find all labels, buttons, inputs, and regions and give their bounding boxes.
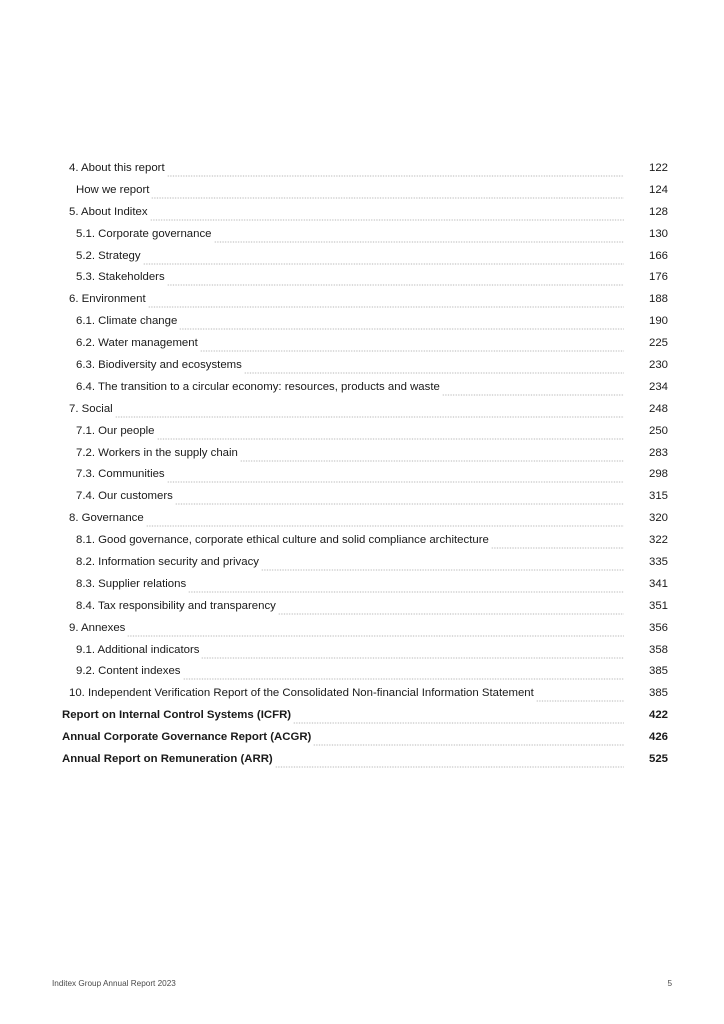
toc-entry[interactable] <box>0 705 724 727</box>
toc-entry-leader-group <box>76 661 624 683</box>
toc-entry[interactable] <box>0 596 724 618</box>
toc-entry-leader-group <box>76 224 624 246</box>
toc-entry-title[interactable]: 7.2. Workers in the supply chain <box>76 443 240 465</box>
toc-leader-dots <box>275 754 624 768</box>
toc-entry[interactable] <box>0 246 724 268</box>
toc-entry[interactable] <box>0 661 724 683</box>
toc-entry[interactable] <box>0 355 724 377</box>
toc-leader-dots <box>150 207 624 221</box>
toc-entry-title[interactable]: 7.3. Communities <box>76 464 167 486</box>
toc-entry[interactable] <box>0 727 724 749</box>
toc-entry-leader-group <box>76 355 624 377</box>
toc-leader-dots <box>115 404 624 418</box>
toc-entry-title[interactable]: Annual Report on Remuneration (ARR) <box>62 749 275 771</box>
toc-leader-dots <box>442 382 624 396</box>
toc-entry[interactable] <box>0 289 724 311</box>
toc-entry[interactable] <box>0 180 724 202</box>
toc-entry[interactable] <box>0 224 724 246</box>
toc-entry-page-number[interactable]: 188 <box>648 293 668 306</box>
toc-entry[interactable] <box>0 464 724 486</box>
toc-entry-page-number[interactable]: 320 <box>648 512 668 525</box>
toc-entry[interactable] <box>0 443 724 465</box>
toc-entry-leader-group <box>69 202 624 224</box>
toc-leader-dots <box>214 229 624 243</box>
toc-entry-title[interactable]: 4. About this report <box>69 158 167 180</box>
toc-entry-title[interactable]: How we report <box>76 180 151 202</box>
toc-entry-page-number[interactable]: 525 <box>648 753 668 766</box>
toc-entry[interactable] <box>0 530 724 552</box>
toc-leader-dots <box>157 426 624 440</box>
toc-entry[interactable] <box>0 552 724 574</box>
toc-entry-leader-group <box>62 749 624 771</box>
toc-entry[interactable] <box>0 421 724 443</box>
toc-entry-title[interactable]: 8.1. Good governance, corporate ethical culture and solid compliance architecture <box>76 530 491 552</box>
toc-entry-title[interactable]: 7.4. Our customers <box>76 486 175 508</box>
toc-entry-title[interactable]: 8.2. Information security and privacy <box>76 552 261 574</box>
toc-leader-dots <box>278 601 624 615</box>
toc-entry[interactable] <box>0 158 724 180</box>
toc-entry-page-number[interactable]: 351 <box>648 599 668 612</box>
toc-entry-title[interactable]: 8. Governance <box>69 508 146 530</box>
toc-entry[interactable] <box>0 749 724 771</box>
toc-entry-page-number[interactable]: 248 <box>648 402 668 415</box>
toc-entry-title[interactable]: 6.1. Climate change <box>76 311 179 333</box>
toc-entry-title[interactable]: 9.1. Additional indicators <box>76 640 201 662</box>
toc-leader-dots <box>536 688 624 702</box>
toc-leader-dots <box>261 557 624 571</box>
toc-entry-page-number[interactable]: 322 <box>648 534 668 547</box>
toc-entry[interactable] <box>0 202 724 224</box>
toc-entry-page-number[interactable]: 385 <box>648 687 668 700</box>
toc-entry-page-number[interactable]: 130 <box>648 227 668 240</box>
toc-leader-dots <box>201 645 624 659</box>
toc-entry-leader-group <box>69 399 624 421</box>
toc-entry[interactable] <box>0 574 724 596</box>
toc-entry-page-number[interactable]: 298 <box>648 468 668 481</box>
toc-entry-page-number[interactable]: 128 <box>648 205 668 218</box>
footer-page-number: 5 <box>667 979 672 988</box>
toc-entry-page-number[interactable]: 315 <box>648 490 668 503</box>
toc-entry-leader-group <box>76 552 624 574</box>
footer-document-title: Inditex Group Annual Report 2023 <box>52 979 176 988</box>
toc-entry-leader-group <box>76 443 624 465</box>
toc-entry-page-number[interactable]: 166 <box>648 249 668 262</box>
toc-entry-leader-group <box>69 508 624 530</box>
toc-entry-page-number[interactable]: 190 <box>648 315 668 328</box>
toc-leader-dots <box>179 316 624 330</box>
toc-entry-page-number[interactable]: 335 <box>648 556 668 569</box>
toc-entry-leader-group <box>76 180 624 202</box>
toc-entry-page-number[interactable]: 426 <box>648 731 668 744</box>
toc-entry-title[interactable]: 6.3. Biodiversity and ecosystems <box>76 355 244 377</box>
toc-entry-page-number[interactable]: 356 <box>648 621 668 634</box>
toc-leader-dots <box>167 272 624 286</box>
toc-leader-dots <box>491 535 624 549</box>
toc-entry[interactable] <box>0 618 724 640</box>
toc-leader-dots <box>167 163 624 177</box>
toc-entry-leader-group <box>69 158 624 180</box>
toc-entry-title[interactable]: Annual Corporate Governance Report (ACGR) <box>62 727 313 749</box>
toc-entry-leader-group <box>76 421 624 443</box>
toc-entry-title[interactable]: 5.1. Corporate governance <box>76 224 214 246</box>
toc-entry-title[interactable]: 5. About Inditex <box>69 202 150 224</box>
toc-entry[interactable] <box>0 486 724 508</box>
toc-entry-title[interactable]: 8.3. Supplier relations <box>76 574 188 596</box>
toc-entry-leader-group <box>69 289 624 311</box>
toc-entry-page-number[interactable]: 358 <box>648 643 668 656</box>
toc-entry-title[interactable]: 9.2. Content indexes <box>76 661 183 683</box>
toc-leader-dots <box>127 623 624 637</box>
toc-leader-dots <box>188 579 624 593</box>
toc-leader-dots <box>313 732 624 746</box>
toc-leader-dots <box>183 666 625 680</box>
toc-entry-leader-group <box>76 486 624 508</box>
toc-entry-leader-group <box>76 377 624 399</box>
toc-entry-leader-group <box>76 311 624 333</box>
toc-entry-page-number[interactable]: 250 <box>648 424 668 437</box>
toc-leader-dots <box>146 513 624 527</box>
toc-leader-dots <box>175 491 624 505</box>
toc-entry-title[interactable]: Report on Internal Control Systems (ICFR) <box>62 705 293 727</box>
toc-entry-leader-group <box>62 727 624 749</box>
toc-leader-dots <box>293 710 624 724</box>
page-footer <box>0 979 724 993</box>
toc-entry-page-number[interactable]: 283 <box>648 446 668 459</box>
toc-entry-page-number[interactable]: 225 <box>648 337 668 350</box>
toc-entry-title[interactable]: 10. Independent Verification Report of the Consolidated Non-financial Information Statement <box>69 683 536 705</box>
toc-entry[interactable] <box>0 399 724 421</box>
toc-entry-leader-group <box>69 683 624 705</box>
toc-leader-dots <box>200 338 624 352</box>
toc-entry-leader-group <box>76 596 624 618</box>
toc-entry-leader-group <box>76 246 624 268</box>
toc-entry-title[interactable]: 7. Social <box>69 399 115 421</box>
toc-entry-page-number[interactable]: 385 <box>648 665 668 678</box>
toc-entry[interactable] <box>0 267 724 289</box>
toc-entry[interactable] <box>0 508 724 530</box>
toc-leader-dots <box>143 251 624 265</box>
toc-entry-leader-group <box>76 464 624 486</box>
toc-entry-title[interactable]: 9. Annexes <box>69 618 127 640</box>
toc-entry-title[interactable]: 7.1. Our people <box>76 421 157 443</box>
toc-entry[interactable] <box>0 683 724 705</box>
toc-entry[interactable] <box>0 377 724 399</box>
toc-entry-leader-group <box>62 705 624 727</box>
toc-entry-page-number[interactable]: 234 <box>648 380 668 393</box>
toc-entry-leader-group <box>76 530 624 552</box>
toc-entry-page-number[interactable]: 230 <box>648 359 668 372</box>
toc-entry[interactable] <box>0 333 724 355</box>
table-of-contents <box>0 158 724 771</box>
toc-entry-title[interactable]: 6. Environment <box>69 289 148 311</box>
toc-entry-page-number[interactable]: 176 <box>648 271 668 284</box>
toc-entry[interactable] <box>0 311 724 333</box>
toc-entry-title[interactable]: 8.4. Tax responsibility and transparency <box>76 596 278 618</box>
toc-entry-page-number[interactable]: 122 <box>648 162 668 174</box>
toc-entry-title[interactable]: 5.2. Strategy <box>76 246 143 268</box>
toc-leader-dots <box>151 185 624 199</box>
toc-entry-leader-group <box>69 618 624 640</box>
toc-entry[interactable] <box>0 640 724 662</box>
toc-leader-dots <box>240 448 624 462</box>
toc-entry-title[interactable]: 6.4. The transition to a circular economy: resources, products and waste <box>76 377 442 399</box>
toc-entry-page-number[interactable]: 422 <box>648 709 668 722</box>
toc-entry-leader-group <box>76 640 624 662</box>
toc-entry-leader-group <box>76 574 624 596</box>
toc-entry-leader-group <box>76 333 624 355</box>
toc-leader-dots <box>167 469 624 483</box>
toc-entry-title[interactable]: 6.2. Water management <box>76 333 200 355</box>
toc-entry-title[interactable]: 5.3. Stakeholders <box>76 267 167 289</box>
toc-leader-dots <box>244 360 624 374</box>
toc-entry-page-number[interactable]: 341 <box>648 577 668 590</box>
toc-entry-leader-group <box>76 267 624 289</box>
toc-leader-dots <box>148 294 624 308</box>
toc-entry-page-number[interactable]: 124 <box>648 183 668 196</box>
